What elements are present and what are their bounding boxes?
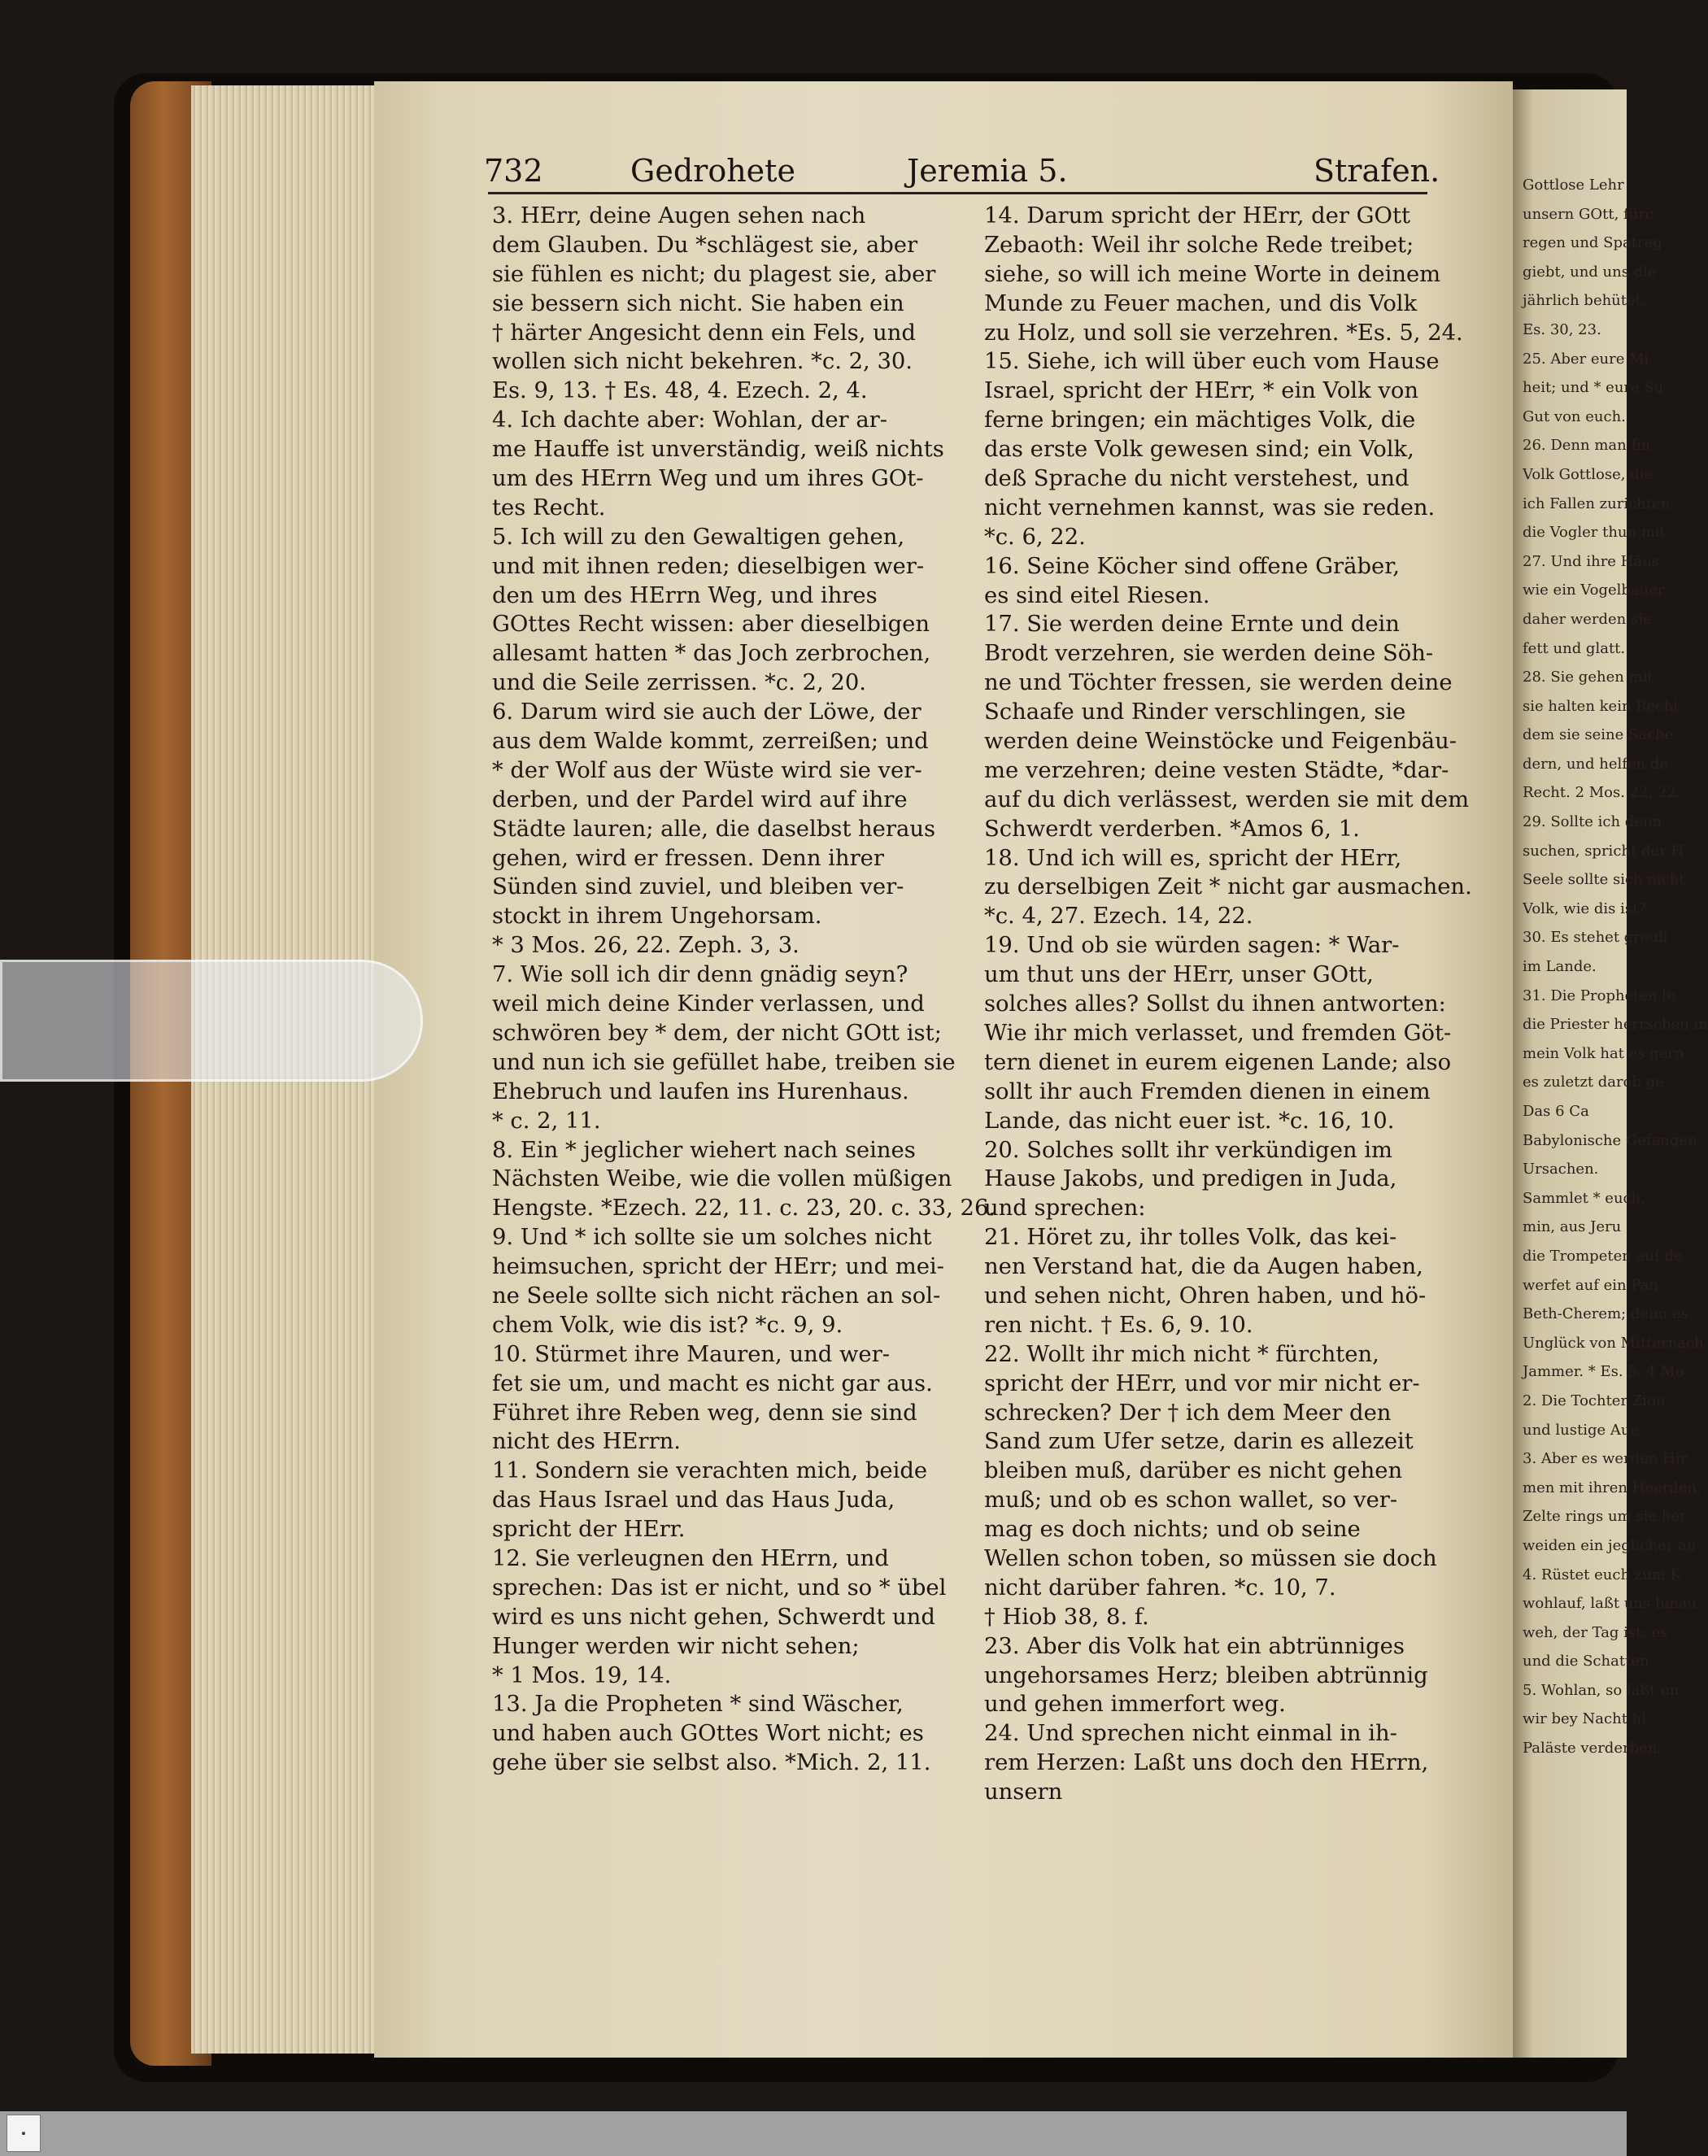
text-line: den um des HErrn Weg, und ihres xyxy=(492,582,878,608)
text-line: stockt in ihrem Ungehorsam. xyxy=(492,904,822,930)
page-number: 732 xyxy=(484,153,543,189)
text-line: Volk, wie dis ist? xyxy=(1523,899,1646,917)
text-line: 3. HErr, deine Augen sehen nach xyxy=(492,203,866,229)
text-line: weil mich deine Kinder verlassen, und xyxy=(492,991,925,1017)
text-line: 21. Höret zu, ihr tolles Volk, das kei- xyxy=(984,1225,1397,1251)
text-line: spricht der HErr, und vor mir nicht er- xyxy=(984,1370,1420,1396)
text-line: zu derselbigen Zeit * nicht gar ausmachen. xyxy=(984,874,1472,900)
text-line: Jammer. * Es. 5. 4 Mo xyxy=(1523,1363,1684,1381)
text-line: und die Seile zerrissen. *c. 2, 20. xyxy=(492,670,866,696)
text-line: min, aus Jeru xyxy=(1523,1218,1622,1236)
text-line: 18. Und ich will es, spricht der HErr, xyxy=(984,845,1402,871)
text-line: und sprechen: xyxy=(984,1196,1146,1222)
text-line: dem sie seine Sache xyxy=(1523,726,1674,744)
text-line: wird es uns nicht gehen, Schwerdt und xyxy=(492,1604,935,1630)
text-line: ungehorsames Herz; bleiben abtrünnig xyxy=(984,1662,1428,1688)
text-line: fet sie um, und macht es nicht gar aus. xyxy=(492,1370,933,1396)
text-line: auf du dich verlässest, werden sie mit dem xyxy=(984,786,1470,812)
text-line: Zelte rings um sie her xyxy=(1523,1508,1687,1526)
text-line: 3. Aber es werden Hir xyxy=(1523,1450,1688,1468)
text-line: es zuletzt darob ge xyxy=(1523,1074,1664,1091)
text-line: Wellen schon toben, so müssen sie doch xyxy=(984,1545,1437,1571)
text-line: Lande, das nicht euer ist. *c. 16, 10. xyxy=(984,1108,1395,1134)
text-line: Munde zu Feuer machen, und dis Volk xyxy=(984,290,1418,316)
text-line: 5. Wohlan, so laßt un xyxy=(1523,1681,1680,1699)
text-line: das erste Volk gewesen sind; ein Volk, xyxy=(984,437,1414,463)
text-line: zu Holz, und soll sie verzehren. *Es. 5, 24. xyxy=(984,320,1463,346)
text-line: 8. Ein * jeglicher wiehert nach seines xyxy=(492,1137,916,1163)
text-line: 29. Sollte ich denn xyxy=(1523,813,1662,831)
text-line: * 3 Mos. 26, 22. Zeph. 3, 3. xyxy=(492,933,800,959)
header-left-title: Gedrohete xyxy=(630,153,795,189)
text-line: Babylonische Gefangen xyxy=(1523,1131,1697,1149)
text-line: solches alles? Sollst du ihnen antworten: xyxy=(984,991,1446,1017)
library-logo-icon: ▪ xyxy=(7,2115,41,2152)
text-line: Brodt verzehren, sie werden deine Söh- xyxy=(984,641,1434,667)
text-line: deß Sprache du nicht verstehest, und xyxy=(984,466,1410,492)
text-line: Recht. 2 Mos. 22, 22. xyxy=(1523,784,1681,802)
text-line: * der Wolf aus der Wüste wird sie ver- xyxy=(492,757,922,783)
text-line: ren nicht. † Es. 6, 9. 10. xyxy=(984,1312,1253,1338)
text-line: nicht vernehmen kannst, was sie reden. xyxy=(984,494,1436,520)
text-line: Beth-Cherem; denn es xyxy=(1523,1305,1688,1323)
running-header xyxy=(484,153,1440,195)
text-line: GOttes Recht wissen: aber dieselbigen xyxy=(492,612,930,638)
text-line: werden deine Weinstöcke und Feigenbäu- xyxy=(984,729,1457,755)
text-line: spricht der HErr. xyxy=(492,1517,686,1543)
text-line: und die Schatten xyxy=(1523,1653,1649,1670)
header-rule xyxy=(488,192,1427,194)
text-line: das Haus Israel und das Haus Juda, xyxy=(492,1487,895,1514)
text-line: me Hauffe ist unverständig, weiß nichts xyxy=(492,437,944,463)
text-line: 17. Sie werden deine Ernte und dein xyxy=(984,612,1400,638)
text-line: Schwerdt verderben. *Amos 6, 1. xyxy=(984,816,1360,842)
text-line: Wie ihr mich verlasset, und fremden Göt- xyxy=(984,1020,1452,1046)
header-right-title: Strafen. xyxy=(1314,153,1440,189)
text-line: 9. Und * ich sollte sie um solches nicht xyxy=(492,1225,932,1251)
text-line: 14. Darum spricht der HErr, der GOtt xyxy=(984,203,1411,229)
text-line: Gottlose Lehr xyxy=(1523,176,1624,194)
text-line: unsern GOtt, fürc xyxy=(1523,205,1654,223)
text-line: dern, und helfen de xyxy=(1523,755,1669,773)
text-line: † härter Angesicht denn ein Fels, und xyxy=(492,320,916,346)
text-line: giebt, und uns die xyxy=(1523,263,1657,281)
text-line: Israel, spricht der HErr, * ein Volk von xyxy=(984,378,1418,404)
text-line: die Vogler thun mit xyxy=(1523,524,1666,542)
text-line: Nächsten Weibe, wie die vollen müßigen xyxy=(492,1166,952,1192)
text-line: Sünden sind zuviel, und bleiben ver- xyxy=(492,874,904,900)
text-line: chem Volk, wie dis ist? *c. 9, 9. xyxy=(492,1312,843,1338)
text-line: unsern xyxy=(984,1779,1063,1805)
text-line: 26. Denn man fin xyxy=(1523,437,1651,455)
text-line: werfet auf ein Pan xyxy=(1523,1276,1658,1294)
text-line: nen Verstand hat, die da Augen haben, xyxy=(984,1254,1423,1280)
text-line: schrecken? Der † ich dem Meer den xyxy=(984,1400,1392,1426)
text-line: wir bey Nacht hi xyxy=(1523,1710,1647,1728)
text-line: gehen, wird er fressen. Denn ihrer xyxy=(492,845,884,871)
text-line: Unglück von Mitternach xyxy=(1523,1334,1704,1352)
text-line: sie bessern sich nicht. Sie haben ein xyxy=(492,290,904,316)
text-line: sie fühlen es nicht; du plagest sie, aber xyxy=(492,261,936,287)
text-line: 13. Ja die Propheten * sind Wäscher, xyxy=(492,1692,904,1718)
text-line: 27. Und ihre Häus xyxy=(1523,552,1659,570)
text-line: Seele sollte sich nicht xyxy=(1523,871,1685,889)
text-line: Schaafe und Rinder verschlingen, sie xyxy=(984,699,1406,725)
text-line: Hunger werden wir nicht sehen; xyxy=(492,1633,860,1659)
text-line: 30. Es stehet greuli xyxy=(1523,929,1668,947)
text-line: derben, und der Pardel wird auf ihre xyxy=(492,786,908,812)
text-line: * c. 2, 11. xyxy=(492,1108,601,1134)
page-holder-clip xyxy=(0,960,423,1082)
text-line: ich Fallen zurichten xyxy=(1523,494,1671,512)
viewer-bottom-bar xyxy=(0,2111,1627,2156)
text-line: Paläste verderben. xyxy=(1523,1740,1662,1757)
text-line: 6. Darum wird sie auch der Löwe, der xyxy=(492,699,922,725)
text-line: schwören bey * dem, der nicht GOtt ist; xyxy=(492,1020,942,1046)
header-center-title: Jeremia 5. xyxy=(907,153,1068,189)
text-line: Das 6 Ca xyxy=(1523,1103,1589,1120)
text-line: me verzehren; deine vesten Städte, *dar- xyxy=(984,757,1449,783)
text-line: mein Volk hat es gern xyxy=(1523,1044,1684,1062)
text-line: Ehebruch und laufen ins Hurenhaus. xyxy=(492,1078,909,1104)
text-line: und haben auch GOttes Wort nicht; es xyxy=(492,1721,924,1747)
text-line: 11. Sondern sie verachten mich, beide xyxy=(492,1458,928,1484)
text-line: siehe, so will ich meine Worte in deinem xyxy=(984,261,1441,287)
text-line: und sehen nicht, Ohren haben, und hö- xyxy=(984,1283,1427,1309)
text-line: und mit ihnen reden; dieselbigen wer- xyxy=(492,553,925,579)
text-line: wohlauf, laßt uns hinau xyxy=(1523,1595,1697,1613)
text-line: Städte lauren; alle, die daselbst heraus xyxy=(492,816,936,842)
text-line: Ursachen. xyxy=(1523,1161,1599,1178)
text-line: weiden ein jeglicher an xyxy=(1523,1536,1697,1554)
text-line: sollt ihr auch Fremden dienen in einem xyxy=(984,1078,1431,1104)
text-line: aus dem Walde kommt, zerreißen; und xyxy=(492,729,929,755)
text-column-left xyxy=(492,202,996,1778)
text-line: Es. 9, 13. † Es. 48, 4. Ezech. 2, 4. xyxy=(492,378,868,404)
text-line: regen und Spatreg xyxy=(1523,234,1662,252)
text-line: bleiben muß, darüber es nicht gehen xyxy=(984,1458,1403,1484)
text-column-right xyxy=(984,202,1472,1807)
text-line: Hengste. *Ezech. 22, 11. c. 23, 20. c. 33, 26. xyxy=(492,1196,996,1222)
text-line: 10. Stürmet ihre Mauren, und wer- xyxy=(492,1341,890,1367)
text-line: und lustige Aue. xyxy=(1523,1421,1644,1439)
text-line: die Priester herrschen in xyxy=(1523,1016,1708,1034)
text-line: ne Seele sollte sich nicht rächen an sol- xyxy=(492,1283,941,1309)
text-line: 7. Wie soll ich dir denn gnädig seyn? xyxy=(492,962,908,988)
right-page-text xyxy=(1523,171,1708,1763)
text-line: *c. 6, 22. xyxy=(984,524,1086,550)
text-line: daher werden sie xyxy=(1523,610,1652,628)
text-line: 12. Sie verleugnen den HErrn, und xyxy=(492,1545,889,1571)
text-line: Es. 30, 23. xyxy=(1523,320,1601,338)
text-line: Gut von euch. xyxy=(1523,407,1626,425)
text-line: dem Glauben. Du *schlägest sie, aber xyxy=(492,232,918,258)
text-line: tes Recht. xyxy=(492,494,606,520)
text-line: 25. Aber eure Mi xyxy=(1523,350,1649,368)
text-line: * 1 Mos. 19, 14. xyxy=(492,1662,672,1688)
text-line: Hause Jakobs, und predigen in Juda, xyxy=(984,1166,1397,1192)
text-line: um thut uns der HErr, unser GOtt, xyxy=(984,962,1374,988)
text-line: *c. 4, 27. Ezech. 14, 22. xyxy=(984,904,1253,930)
text-line: Sand zum Ufer setze, darin es allezeit xyxy=(984,1429,1414,1455)
text-line: mag es doch nichts; und ob seine xyxy=(984,1517,1361,1543)
text-line: 4. Ich dachte aber: Wohlan, der ar- xyxy=(492,407,888,433)
text-line: heimsuchen, spricht der HErr; und mei- xyxy=(492,1254,944,1280)
text-line: 24. Und sprechen nicht einmal in ih- xyxy=(984,1721,1397,1747)
text-line: 19. Und ob sie würden sagen: * War- xyxy=(984,933,1400,959)
text-line: 5. Ich will zu den Gewaltigen gehen, xyxy=(492,524,905,550)
text-line: fett und glatt. xyxy=(1523,639,1626,657)
text-line: 2. Die Tochter Zion xyxy=(1523,1392,1666,1409)
text-line: wollen sich nicht bekehren. *c. 2, 30. xyxy=(492,349,913,375)
text-line: 23. Aber dis Volk hat ein abtrünniges xyxy=(984,1633,1405,1659)
text-line: 16. Seine Köcher sind offene Gräber, xyxy=(984,553,1401,579)
text-line: gehe über sie selbst also. *Mich. 2, 11. xyxy=(492,1750,931,1776)
text-line: weh, der Tag ist; es xyxy=(1523,1623,1668,1641)
text-line: † Hiob 38, 8. f. xyxy=(984,1604,1149,1630)
text-line: 4. Rüstet euch zum K xyxy=(1523,1566,1682,1583)
text-line: 20. Solches sollt ihr verkündigen im xyxy=(984,1137,1392,1163)
text-line: allesamt hatten * das Joch zerbrochen, xyxy=(492,641,931,667)
text-line: tern dienet in eurem eigenen Lande; also xyxy=(984,1049,1452,1075)
text-line: Führet ihre Reben weg, denn sie sind xyxy=(492,1400,917,1426)
text-line: suchen, spricht der H xyxy=(1523,842,1684,860)
text-line: die Trompeten auf de xyxy=(1523,1247,1683,1265)
text-line: 22. Wollt ihr mich nicht * fürchten, xyxy=(984,1341,1379,1367)
text-line: 31. Die Propheten le xyxy=(1523,987,1675,1004)
text-line: rem Herzen: Laßt uns doch den HErrn, xyxy=(984,1750,1429,1776)
text-line: jährlich behütet. xyxy=(1523,292,1646,310)
text-line: und nun ich sie gefüllet habe, treiben sie xyxy=(492,1049,956,1075)
text-line: muß; und ob es schon wallet, so ver- xyxy=(984,1487,1398,1514)
text-line: Zebaoth: Weil ihr solche Rede treibet; xyxy=(984,232,1414,258)
text-line: ferne bringen; ein mächtiges Volk, die xyxy=(984,407,1416,433)
text-line: und gehen immerfort weg. xyxy=(984,1692,1286,1718)
text-line: sprechen: Das ist er nicht, und so * übel xyxy=(492,1575,947,1601)
text-line: Volk Gottlose, die xyxy=(1523,465,1654,483)
text-line: wie ein Vogelbauer xyxy=(1523,581,1665,599)
text-line: 28. Sie gehen mit xyxy=(1523,669,1654,686)
text-line: men mit ihren Heerden, xyxy=(1523,1479,1701,1496)
text-line: um des HErrn Weg und um ihres GOt- xyxy=(492,466,924,492)
text-line: im Lande. xyxy=(1523,958,1597,976)
text-line: heit; und * eure Sü xyxy=(1523,379,1664,397)
text-line: ne und Töchter fressen, sie werden deine xyxy=(984,670,1453,696)
text-line: nicht darüber fahren. *c. 10, 7. xyxy=(984,1575,1336,1601)
text-line: sie halten kein Recht xyxy=(1523,697,1680,715)
text-line: Sammlet * euch, xyxy=(1523,1189,1645,1207)
text-line: 15. Siehe, ich will über euch vom Hause xyxy=(984,349,1440,375)
text-line: es sind eitel Riesen. xyxy=(984,582,1210,608)
text-line: nicht des HErrn. xyxy=(492,1429,682,1455)
